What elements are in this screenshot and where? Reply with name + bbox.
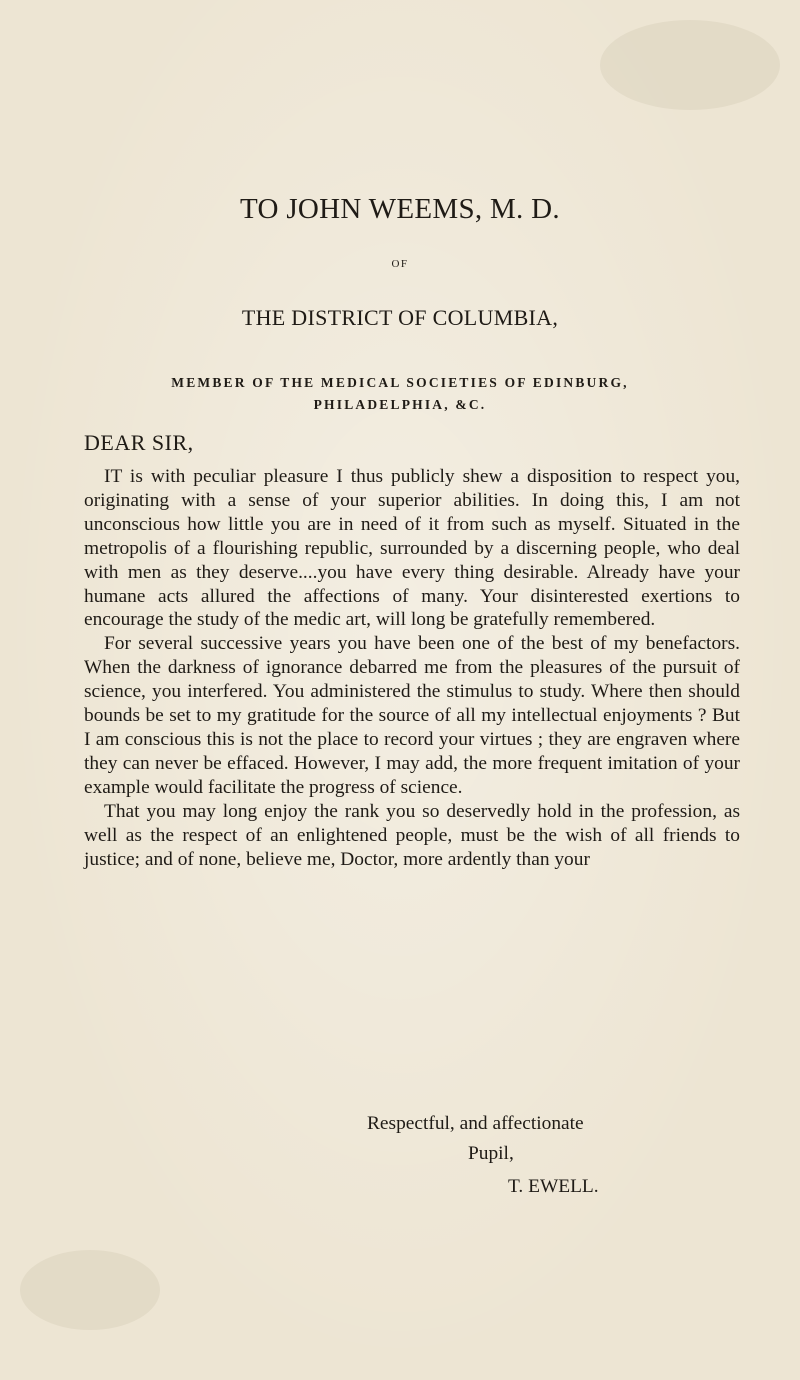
member-line xyxy=(0,372,800,416)
paragraph-2: For several successive years you have been one of the best of my benefactors. When the darkness of ignorance debarred me from the pleasures of the pursuit of science, you interfered. You administered the stimulus to study. Where then should bounds be set to my gratitude for the source of all my intellectual enjoyments ? But I am conscious this is not the place to record your virtues ; they are engraven where they can never be effaced. However, I may add, the more frequent imitation of your example would facilitate the progress of science. xyxy=(84,633,740,798)
letter-body xyxy=(84,465,740,871)
of-line: OF xyxy=(391,258,409,270)
closing-phrase: Respectful, and affectionate xyxy=(367,1113,584,1134)
closing-pupil: Pupil, xyxy=(468,1143,514,1164)
district-line: THE DISTRICT OF COLUMBIA, xyxy=(241,305,559,330)
member-line-2: PHILADELPHIA, &C. xyxy=(313,397,487,412)
signature: T. EWELL. xyxy=(508,1176,599,1197)
member-line-1: MEMBER OF THE MEDICAL SOCIETIES OF EDINBURG, xyxy=(171,375,629,390)
paragraph-3: That you may long enjoy the rank you so deservedly hold in the profession, as well as the respect of an enlightened people, must be the wish of all friends to justice; and of none, believe me, Doctor, more ardently than your xyxy=(84,800,740,870)
dedication-title: TO JOHN WEEMS, M. D. xyxy=(240,193,560,225)
paragraph-1: IT is with peculiar pleasure I thus publicly shew a disposition to respect you, originating with a sense of your superior abilities. In doing this, I am not unconscious how little you are in need of it from such as myself. Situated in the metropolis of a flourishing republic, surrounded by a discerning people, who deal with men as they deserve....you have every thing desirable. Already have your humane acts allured the affections of many. Your disinterested exertions to encourage the study of the medic art, will long be gratefully remembered. xyxy=(84,466,740,631)
salutation: DEAR SIR, xyxy=(84,430,194,455)
